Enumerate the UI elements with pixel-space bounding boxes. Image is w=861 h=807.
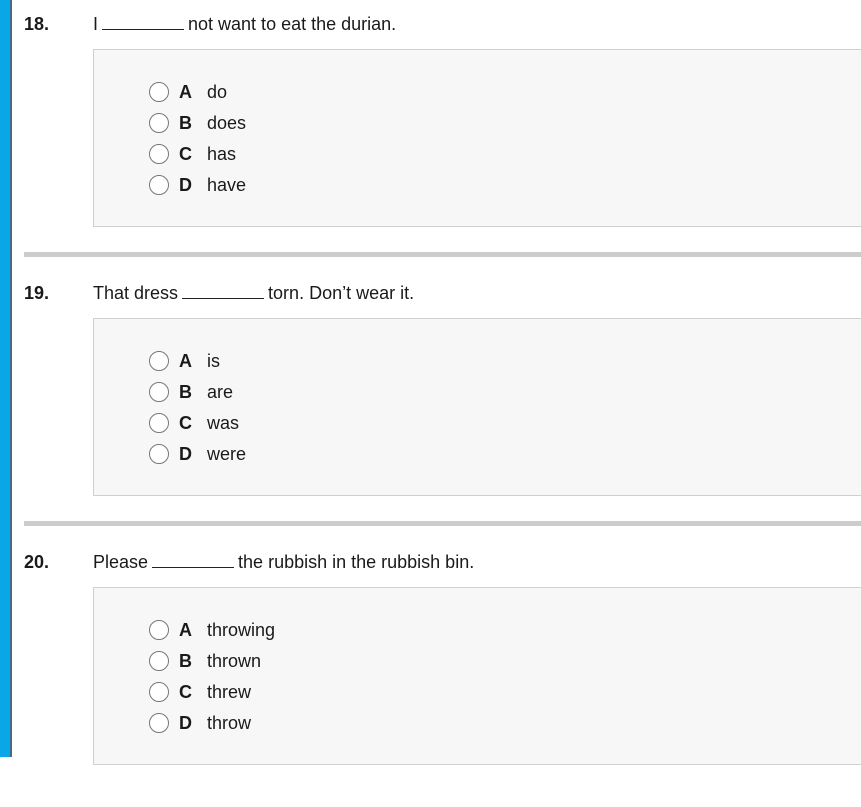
option-c[interactable]	[149, 680, 251, 704]
stem-after: not want to eat the durian.	[188, 14, 397, 34]
stem-before: That dress	[93, 283, 179, 303]
radio-button[interactable]	[149, 444, 169, 464]
option-letter: C	[179, 412, 192, 433]
radio-button[interactable]	[149, 144, 169, 164]
option-text: were	[207, 443, 247, 464]
options-box	[93, 587, 861, 765]
option-d[interactable]	[149, 173, 246, 197]
option-a[interactable]	[149, 80, 227, 104]
option-d[interactable]	[149, 442, 246, 466]
radio-button[interactable]	[149, 82, 169, 102]
option-letter: C	[179, 143, 192, 164]
option-letter: B	[179, 381, 192, 402]
option-letter: C	[179, 681, 192, 702]
option-text: do	[207, 81, 228, 102]
answer-blank	[182, 284, 264, 299]
option-letter: A	[179, 81, 192, 102]
radio-button[interactable]	[149, 651, 169, 671]
option-text: was	[207, 412, 240, 433]
radio-button[interactable]	[149, 351, 169, 371]
option-letter: A	[179, 619, 192, 640]
stem-before: I	[93, 14, 99, 34]
option-letter: A	[179, 350, 192, 371]
option-letter: B	[179, 650, 192, 671]
option-d[interactable]	[149, 711, 251, 735]
radio-button[interactable]	[149, 113, 169, 133]
radio-button[interactable]	[149, 413, 169, 433]
divider	[24, 521, 861, 526]
option-letter: D	[179, 712, 192, 733]
options-box	[93, 318, 861, 496]
option-text: threw	[207, 681, 252, 702]
options-box	[93, 49, 861, 227]
question-stem	[93, 14, 396, 35]
question-19	[0, 269, 861, 538]
question-number: 19.	[24, 283, 50, 303]
option-text: is	[207, 350, 220, 371]
option-b[interactable]	[149, 111, 246, 135]
option-text: throw	[207, 712, 252, 733]
question-number: 20.	[24, 552, 50, 572]
option-b[interactable]	[149, 380, 233, 404]
option-b[interactable]	[149, 649, 261, 673]
divider	[24, 252, 861, 257]
answer-blank	[102, 15, 184, 30]
option-c[interactable]	[149, 142, 236, 166]
option-text: thrown	[207, 650, 262, 671]
option-c[interactable]	[149, 411, 239, 435]
option-text: have	[207, 174, 247, 195]
option-letter: D	[179, 174, 192, 195]
question-18	[0, 0, 861, 269]
question-stem	[93, 283, 414, 304]
option-text: does	[207, 112, 247, 133]
radio-button[interactable]	[149, 620, 169, 640]
stem-after: torn. Don’t wear it.	[268, 283, 415, 303]
option-text: has	[207, 143, 237, 164]
radio-button[interactable]	[149, 713, 169, 733]
answer-blank	[152, 553, 234, 568]
option-a[interactable]	[149, 349, 220, 373]
option-text: are	[207, 381, 234, 402]
question-number: 18.	[24, 14, 50, 34]
option-text: throwing	[207, 619, 276, 640]
radio-button[interactable]	[149, 175, 169, 195]
radio-button[interactable]	[149, 682, 169, 702]
question-20	[0, 538, 861, 807]
option-letter: D	[179, 443, 192, 464]
question-stem	[93, 552, 474, 573]
stem-before: Please	[93, 552, 149, 572]
option-a[interactable]	[149, 618, 275, 642]
option-letter: B	[179, 112, 192, 133]
radio-button[interactable]	[149, 382, 169, 402]
stem-after: the rubbish in the rubbish bin.	[238, 552, 475, 572]
